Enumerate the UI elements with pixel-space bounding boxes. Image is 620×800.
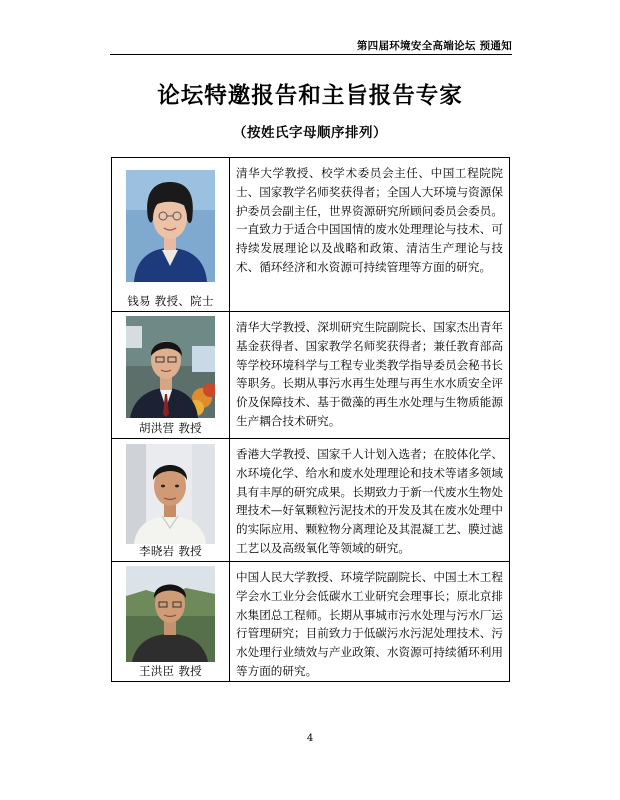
- header-rule: [110, 54, 512, 55]
- expert-photo: [126, 316, 215, 418]
- photo-cell: [112, 562, 230, 682]
- page-subtitle: （按姓氏字母顺序排列）: [233, 125, 387, 141]
- running-header: 第四届环境安全高端论坛 预通知: [356, 40, 512, 52]
- expert-bio: 香港大学教授、国家千人计划入选者；在胶体化学、水环境化学、给水和废水处理理论和技术等诸多领域具有丰厚的研究成果。长期致力于新一代废水生物处理技术—好氧颗粒污泥技术的开发及其在废水处理中的实际应用、颗粒物分离理论及其混凝工艺、膜过滤工艺以及高级氧化等领域的研究。: [230, 439, 510, 562]
- expert-bio: 中国人民大学教授、环境学院副院长、中国土木工程学会水工业分会低碳水工业研究会理事长；原北京排水集团总工程师。长期从事城市污水处理与污水厂运行管理研究；目前致力于低碳污水污泥处理技术、污水处理行业绩效与产业政策、水资源可持续循环利用等方面的研究。: [230, 562, 510, 682]
- page-number: 4: [306, 733, 314, 744]
- expert-bio: 清华大学教授、深圳研究生院副院长、国家杰出青年基金获得者、国家教学名师奖获得者；兼任教育部高等学校环境科学与工程专业类教学指导委员会秘书长等职务。长期从事污水再生处理与再生水水质安全评价及保障技术、基于微藻的再生水处理与生物质能源生产耦合技术研究。: [230, 312, 510, 439]
- experts-table: [111, 157, 510, 682]
- expert-name-title: 王洪臣 教授: [139, 663, 202, 678]
- photo-cell: [112, 158, 230, 312]
- expert-bio: 清华大学教授、校学术委员会主任、中国工程院院士、国家教学名师奖获得者；全国人大环境与资源保护委员会副主任，世界资源研究所顾问委员会委员。一直致力于适合中国国情的废水处理理论与技术、可持续发展理论以及战略和政策、清洁生产理论与技术、循环经济和水资源可持续管理等方面的研究。: [230, 158, 510, 312]
- photo-cell: [112, 312, 230, 439]
- expert-photo: [126, 444, 215, 544]
- expert-row: [112, 158, 510, 312]
- expert-row: [112, 312, 510, 439]
- photo-cell: [112, 439, 230, 562]
- expert-name-title: 胡洪营 教授: [139, 421, 202, 435]
- expert-row: [112, 439, 510, 562]
- expert-name-title: 李晓岩 教授: [139, 544, 202, 558]
- expert-photo: [126, 566, 215, 662]
- page-title: 论坛特邀报告和主旨报告专家: [157, 83, 463, 109]
- expert-name-title: 钱易 教授、院士: [127, 294, 214, 308]
- expert-row: [112, 562, 510, 682]
- expert-photo: [126, 170, 215, 282]
